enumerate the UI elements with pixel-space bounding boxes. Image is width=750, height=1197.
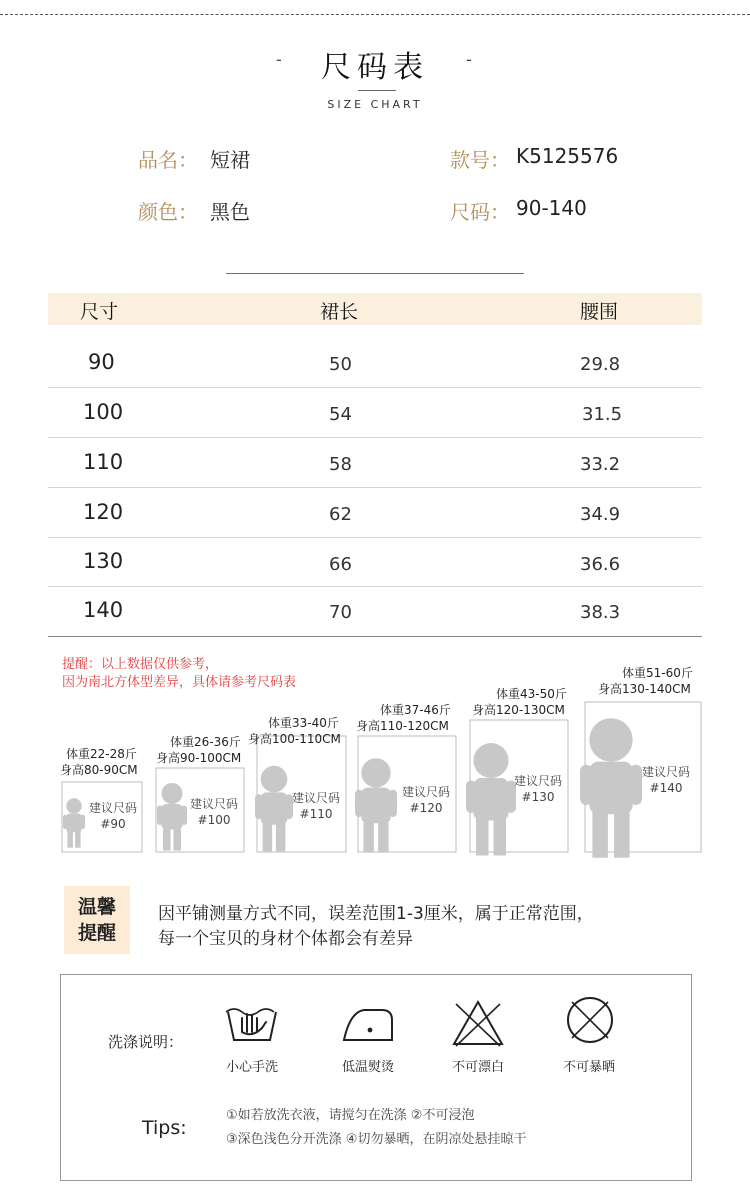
title-right-mark: - xyxy=(466,50,472,69)
table-cell-length: 58 xyxy=(329,454,352,475)
table-cell-waist: 36.6 xyxy=(580,554,621,575)
table-cell-size: 100 xyxy=(83,400,124,424)
figure-height: 身高80-90CM xyxy=(60,763,138,777)
table-cell-waist: 33.2 xyxy=(580,454,621,475)
figure-height: 身高120-130CM xyxy=(472,703,565,717)
care-caption: 不可漂白 xyxy=(451,1060,504,1075)
table-cell-size: 90 xyxy=(88,350,115,374)
no-bleach-icon xyxy=(450,998,506,1048)
row-divider xyxy=(48,586,702,587)
name-value: 短裙 xyxy=(210,148,250,172)
size-value: 90-140 xyxy=(516,196,587,220)
table-cell-size: 130 xyxy=(83,549,124,573)
table-cell-length: 62 xyxy=(329,504,352,525)
no-sun-dry-icon xyxy=(564,994,616,1046)
figure-height: 身高90-100CM xyxy=(156,751,242,765)
figure-rec: 建议尺码 #110 xyxy=(291,791,340,821)
table-cell-length: 50 xyxy=(329,354,352,375)
figure-weight: 体重26-36斤 xyxy=(170,735,241,749)
tips-label: Tips: xyxy=(142,1117,187,1139)
care-label: 洗涤说明： xyxy=(108,1033,184,1051)
row-divider xyxy=(48,537,702,538)
table-cell-size: 120 xyxy=(83,500,124,524)
figure-weight: 体重51-60斤 xyxy=(622,666,693,680)
care-caption: 小心手洗 xyxy=(225,1060,278,1075)
table-cell-length: 70 xyxy=(329,602,352,623)
figure-weight: 体重37-46斤 xyxy=(380,703,451,717)
care-caption: 低温熨烫 xyxy=(341,1060,394,1075)
row-divider xyxy=(48,487,702,488)
table-cell-waist: 34.9 xyxy=(580,504,621,525)
warm-tip-badge: 温馨 提醒 xyxy=(64,886,130,954)
reminder-line-2: 因为南北方体型差异，具体请参考尺码表 xyxy=(62,675,297,690)
figure-weight: 体重22-28斤 xyxy=(66,747,137,761)
figure-height: 身高110-120CM xyxy=(356,719,449,733)
title-left-mark: - xyxy=(276,50,282,69)
table-bottom-border xyxy=(48,636,702,637)
table-header-length: 裙长 xyxy=(320,301,359,323)
row-divider xyxy=(48,387,702,388)
page-subtitle: SIZE CHART xyxy=(327,98,423,111)
table-header-waist: 腰围 xyxy=(580,301,619,323)
color-value: 黑色 xyxy=(210,200,250,224)
tips-line-1: ①如若放洗衣液，请搅匀在洗涤 ②不可浸泡 xyxy=(226,1108,475,1123)
color-label: 颜色： xyxy=(138,200,198,224)
figure-height: 身高130-140CM xyxy=(598,682,691,696)
table-cell-size: 110 xyxy=(83,450,124,474)
table-cell-length: 66 xyxy=(329,554,352,575)
page-title: 尺码表 xyxy=(321,50,429,85)
size-label: 尺码： xyxy=(450,200,510,224)
name-label: 品名： xyxy=(138,148,198,172)
table-cell-waist: 38.3 xyxy=(580,602,621,623)
figure-weight: 体重43-50斤 xyxy=(496,687,567,701)
figure-height: 身高100-110CM xyxy=(248,732,341,746)
table-header-size: 尺寸 xyxy=(80,301,119,323)
table-cell-waist: 31.5 xyxy=(582,404,623,425)
table-cell-length: 54 xyxy=(329,404,352,425)
row-divider xyxy=(48,437,702,438)
care-caption: 不可暴晒 xyxy=(562,1060,615,1075)
tips-line-2: ③深色浅色分开洗涤 ④切勿暴晒，在阴凉处悬挂晾干 xyxy=(226,1132,527,1147)
figure-rec: 建议尺码 #100 xyxy=(189,797,238,827)
figure-rec: 建议尺码 #90 xyxy=(88,801,137,831)
info-divider xyxy=(226,273,524,274)
table-cell-waist: 29.8 xyxy=(580,354,621,375)
figure-rec: 建议尺码 #140 xyxy=(641,765,690,795)
warm-tip-line-1: 因平铺测量方式不同，误差范围1-3厘米，属于正常范围， xyxy=(158,904,594,924)
table-cell-size: 140 xyxy=(83,598,124,622)
figure-weight: 体重33-40斤 xyxy=(268,716,339,730)
figure-rec: 建议尺码 #130 xyxy=(513,774,562,804)
hand-wash-icon xyxy=(222,998,282,1046)
figure-rec: 建议尺码 #120 xyxy=(401,785,450,815)
style-value: K5125576 xyxy=(516,144,619,168)
style-label: 款号： xyxy=(450,148,510,172)
low-iron-icon xyxy=(336,1004,400,1044)
top-dashed-divider xyxy=(0,14,750,15)
warm-tip-line-2: 每一个宝贝的身材个体都会有差异 xyxy=(158,929,413,949)
title-underline xyxy=(358,90,396,91)
reminder-line-1: 提醒：以上数据仅供参考， xyxy=(62,657,219,672)
